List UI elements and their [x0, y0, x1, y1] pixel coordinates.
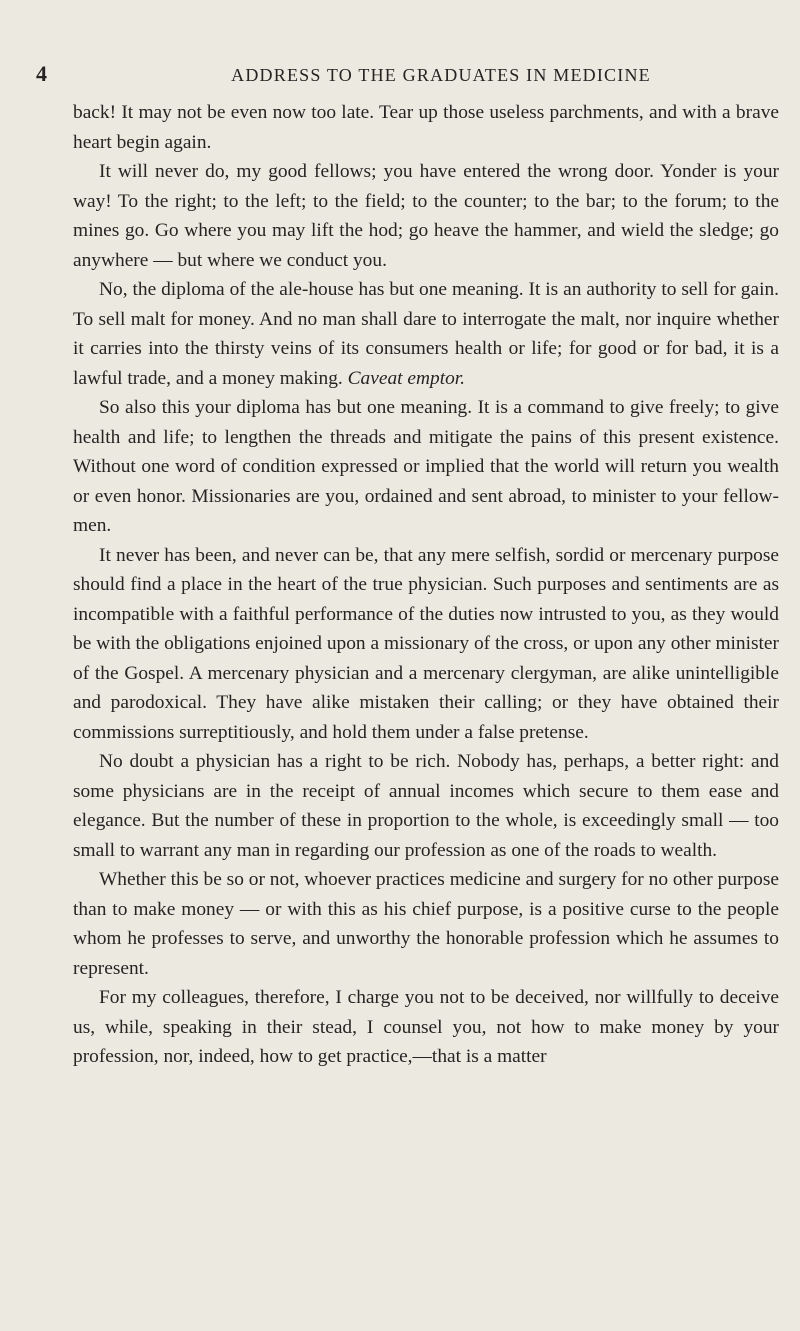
paragraph-8: For my colleagues, therefore, I charge you not to be deceived, nor willfully to deceive us, while, speaking in their stead, I counsel you, not how to make money by your profession, nor, indeed, how to get practice,—that is a matter	[73, 987, 779, 1067]
paragraph-7: Whether this be so or not, whoever practices medicine and surgery for no other purpose than to make money — or with this as his chief purpose, is a positive curse to the people whom he professes to serve, and unworthy the honorable profession which he assumes to represent.	[73, 869, 779, 979]
paragraph-2: It will never do, my good fellows; you have entered the wrong door. Yonder is your way! To the right; to the left; to the field; to the counter; to the bar; to the forum; to the mines go. Go where you may lift the hod; go heave the hammer, and wield the sledge; go anywhere — but where we conduct you.	[73, 161, 779, 271]
paragraph-6: No doubt a physician has a right to be rich. Nobody has, perhaps, a better right: and some physicians are in the receipt of annual incomes which secure to them ease and elegance. But the number of these in proportion to the whole, is exceedingly small — too small to warrant any man in regarding our profession as one of the roads to wealth.	[73, 751, 779, 861]
paragraph-1: back! It may not be even now too late. Tear up those useless parchments, and with a brave heart begin again.	[73, 102, 779, 153]
running-header	[36, 62, 776, 86]
paragraph-4: So also this your diploma has but one meaning. It is a command to give freely; to give health and life; to lengthen the threads and mitigate the pains of this present existence. Without one word of condition expressed or implied that the world will return you wealth or even honor. Missionaries are you, ordained and sent abroad, to minister to your fellow-men.	[73, 397, 779, 536]
paragraph-5: It never has been, and never can be, that any mere selfish, sordid or mercenary purpose should find a place in the heart of the true physician. Such purposes and sentiments are as incompatible with a faithful performance of the duties now intrusted to you, as they would be with the obligations enjoined upon a missionary of the cross, or upon any other minister of the Gospel. A mercenary physician and a mercenary clergyman, are alike unintelligible and parodoxical. They have alike mistaken their calling; or they have obtained their commissions surreptitiously, and hold them under a false pretense.	[73, 544, 779, 743]
paragraph-3	[73, 275, 779, 393]
page-number: 4	[36, 61, 47, 86]
caveat-emptor-phrase: Caveat emptor.	[347, 367, 466, 389]
body-text	[73, 98, 779, 1072]
paragraph-3-text: No, the diploma of the ale-house has but one meaning. It is an authority to sell for gain. To sell malt for money. And no man shall dare to interrogate the malt, nor inquire whether it carries into the thirsty veins of its consumers health or life; for good or for bad, it is a lawful trade, and a money making.	[73, 279, 779, 389]
running-title: ADDRESS TO THE GRADUATES IN MEDICINE	[231, 65, 651, 85]
